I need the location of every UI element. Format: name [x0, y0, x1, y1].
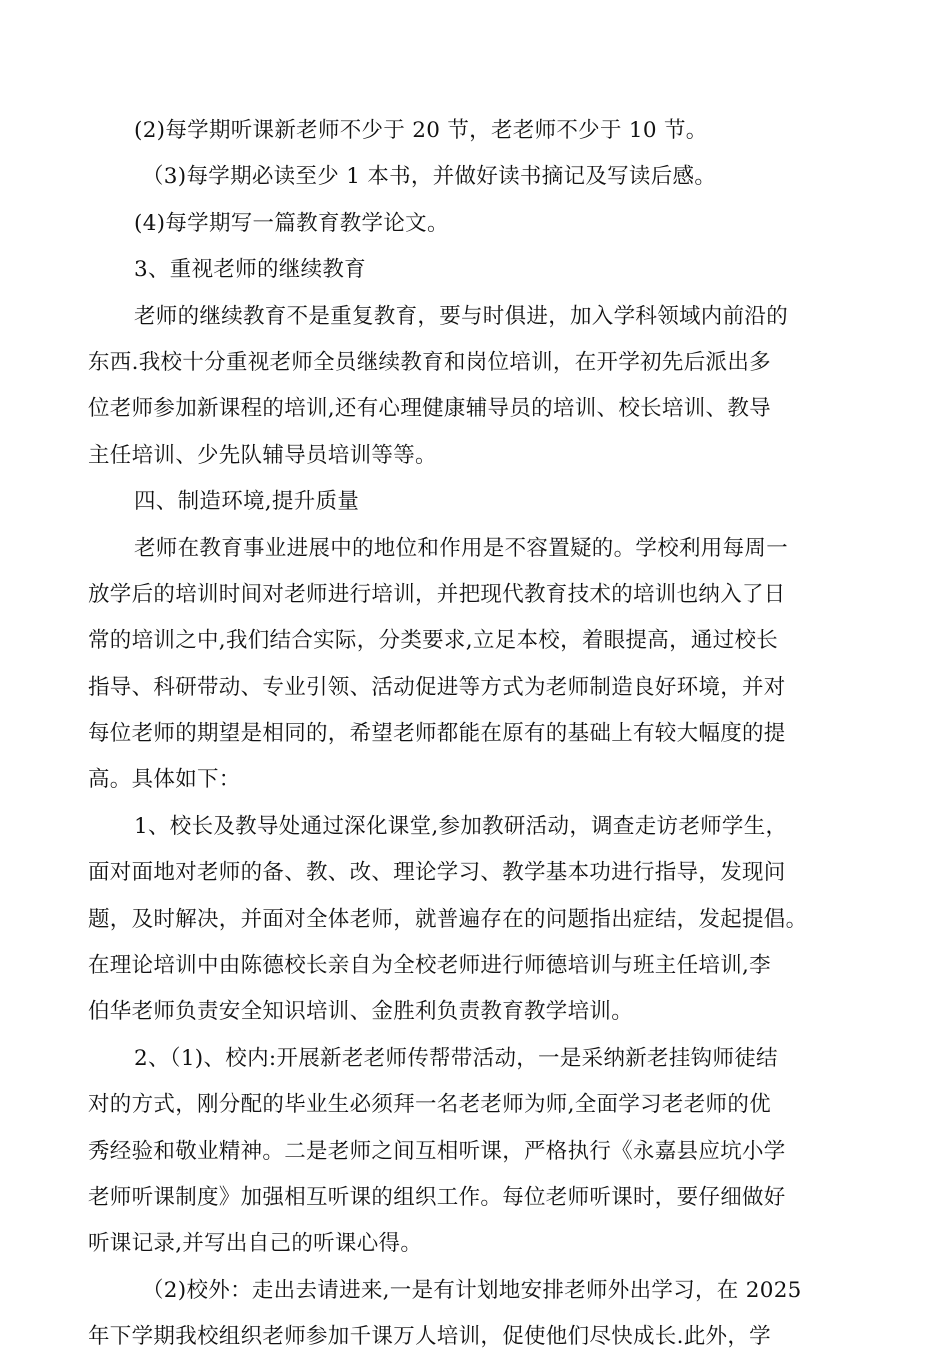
text-line: 放学后的培训时间对老师进行培训，并把现代教育技术的培训也纳入了日 [88, 581, 786, 607]
text-line: 在理论培训中由陈德校长亲自为全校老师进行师德培训与班主任培训,李 [88, 953, 771, 979]
text-line: 老师的继续教育不是重复教育，要与时俱进，加入学科领域内前沿的 [134, 303, 789, 329]
text-line: 老师在教育事业进展中的地位和作用是不容置疑的。学校利用每周一 [134, 535, 789, 561]
text-line: 老师听课制度》加强相互听课的组织工作。每位老师听课时，要仔细做好 [88, 1184, 786, 1210]
text-line: 主任培训、少先队辅导员培训等等。 [88, 442, 437, 468]
text-line: 对的方式，刚分配的毕业生必须拜一名老老师为师,全面学习老老师的优 [88, 1092, 771, 1118]
text-line: 指导、科研带动、专业引领、活动促进等方式为老师制造良好环境，并对 [88, 674, 786, 700]
text-line: 四、制造环境,提升质量 [134, 489, 360, 515]
text-line: 秀经验和敬业精神。二是老师之间互相听课，严格执行《永嘉县应坑小学 [88, 1138, 786, 1164]
text-line: 位老师参加新课程的培训,还有心理健康辅导员的培训、校长培训、教导 [88, 396, 771, 422]
text-line: 2、（1)、校内:开展新老老师传帮带活动，一是采纳新老挂钩师徒结 [134, 1045, 778, 1071]
text-line: （3)每学期必读至少 1 本书，并做好读书摘记及写读后感。 [142, 164, 717, 190]
text-line: (2)每学期听课新老师不少于 20 节，老老师不少于 10 节。 [134, 118, 708, 143]
text-line: 常的培训之中,我们结合实际，分类要求,立足本校，着眼提高，通过校长 [88, 628, 779, 654]
text-line: (4)每学期写一篇教育教学论文。 [134, 210, 449, 236]
text-line: （2)校外：走出去请进来,一是有计划地安排老师外出学习，在 2025 [142, 1277, 802, 1303]
text-line: 每位老师的期望是相同的，希望老师都能在原有的基础上有较大幅度的提 [88, 721, 786, 747]
text-line: 年下学期我校组织老师参加千课万人培训，促使他们尽快成长.此外，学 [88, 1324, 771, 1350]
text-line: 听课记录,并写出自己的听课心得。 [88, 1231, 423, 1257]
document-page [88, 108, 868, 1361]
text-line: 3、重视老师的继续教育 [134, 257, 366, 283]
text-line: 高。具体如下： [88, 767, 241, 793]
text-line: 伯华老师负责安全知识培训、金胜利负责教育教学培训。 [88, 999, 634, 1025]
text-line: 东西.我校十分重视老师全员继续教育和岗位培训，在开学初先后派出多 [88, 349, 771, 375]
text-line: 1、校长及教导处通过深化课堂,参加教研活动，调查走访老师学生， [134, 813, 788, 839]
text-line: 题，及时解决，并面对全体老师，就普遍存在的问题指出症结，发起提倡。 [88, 906, 808, 932]
text-line: 面对面地对老师的备、教、改、理论学习、教学基本功进行指导，发现问 [88, 860, 786, 886]
